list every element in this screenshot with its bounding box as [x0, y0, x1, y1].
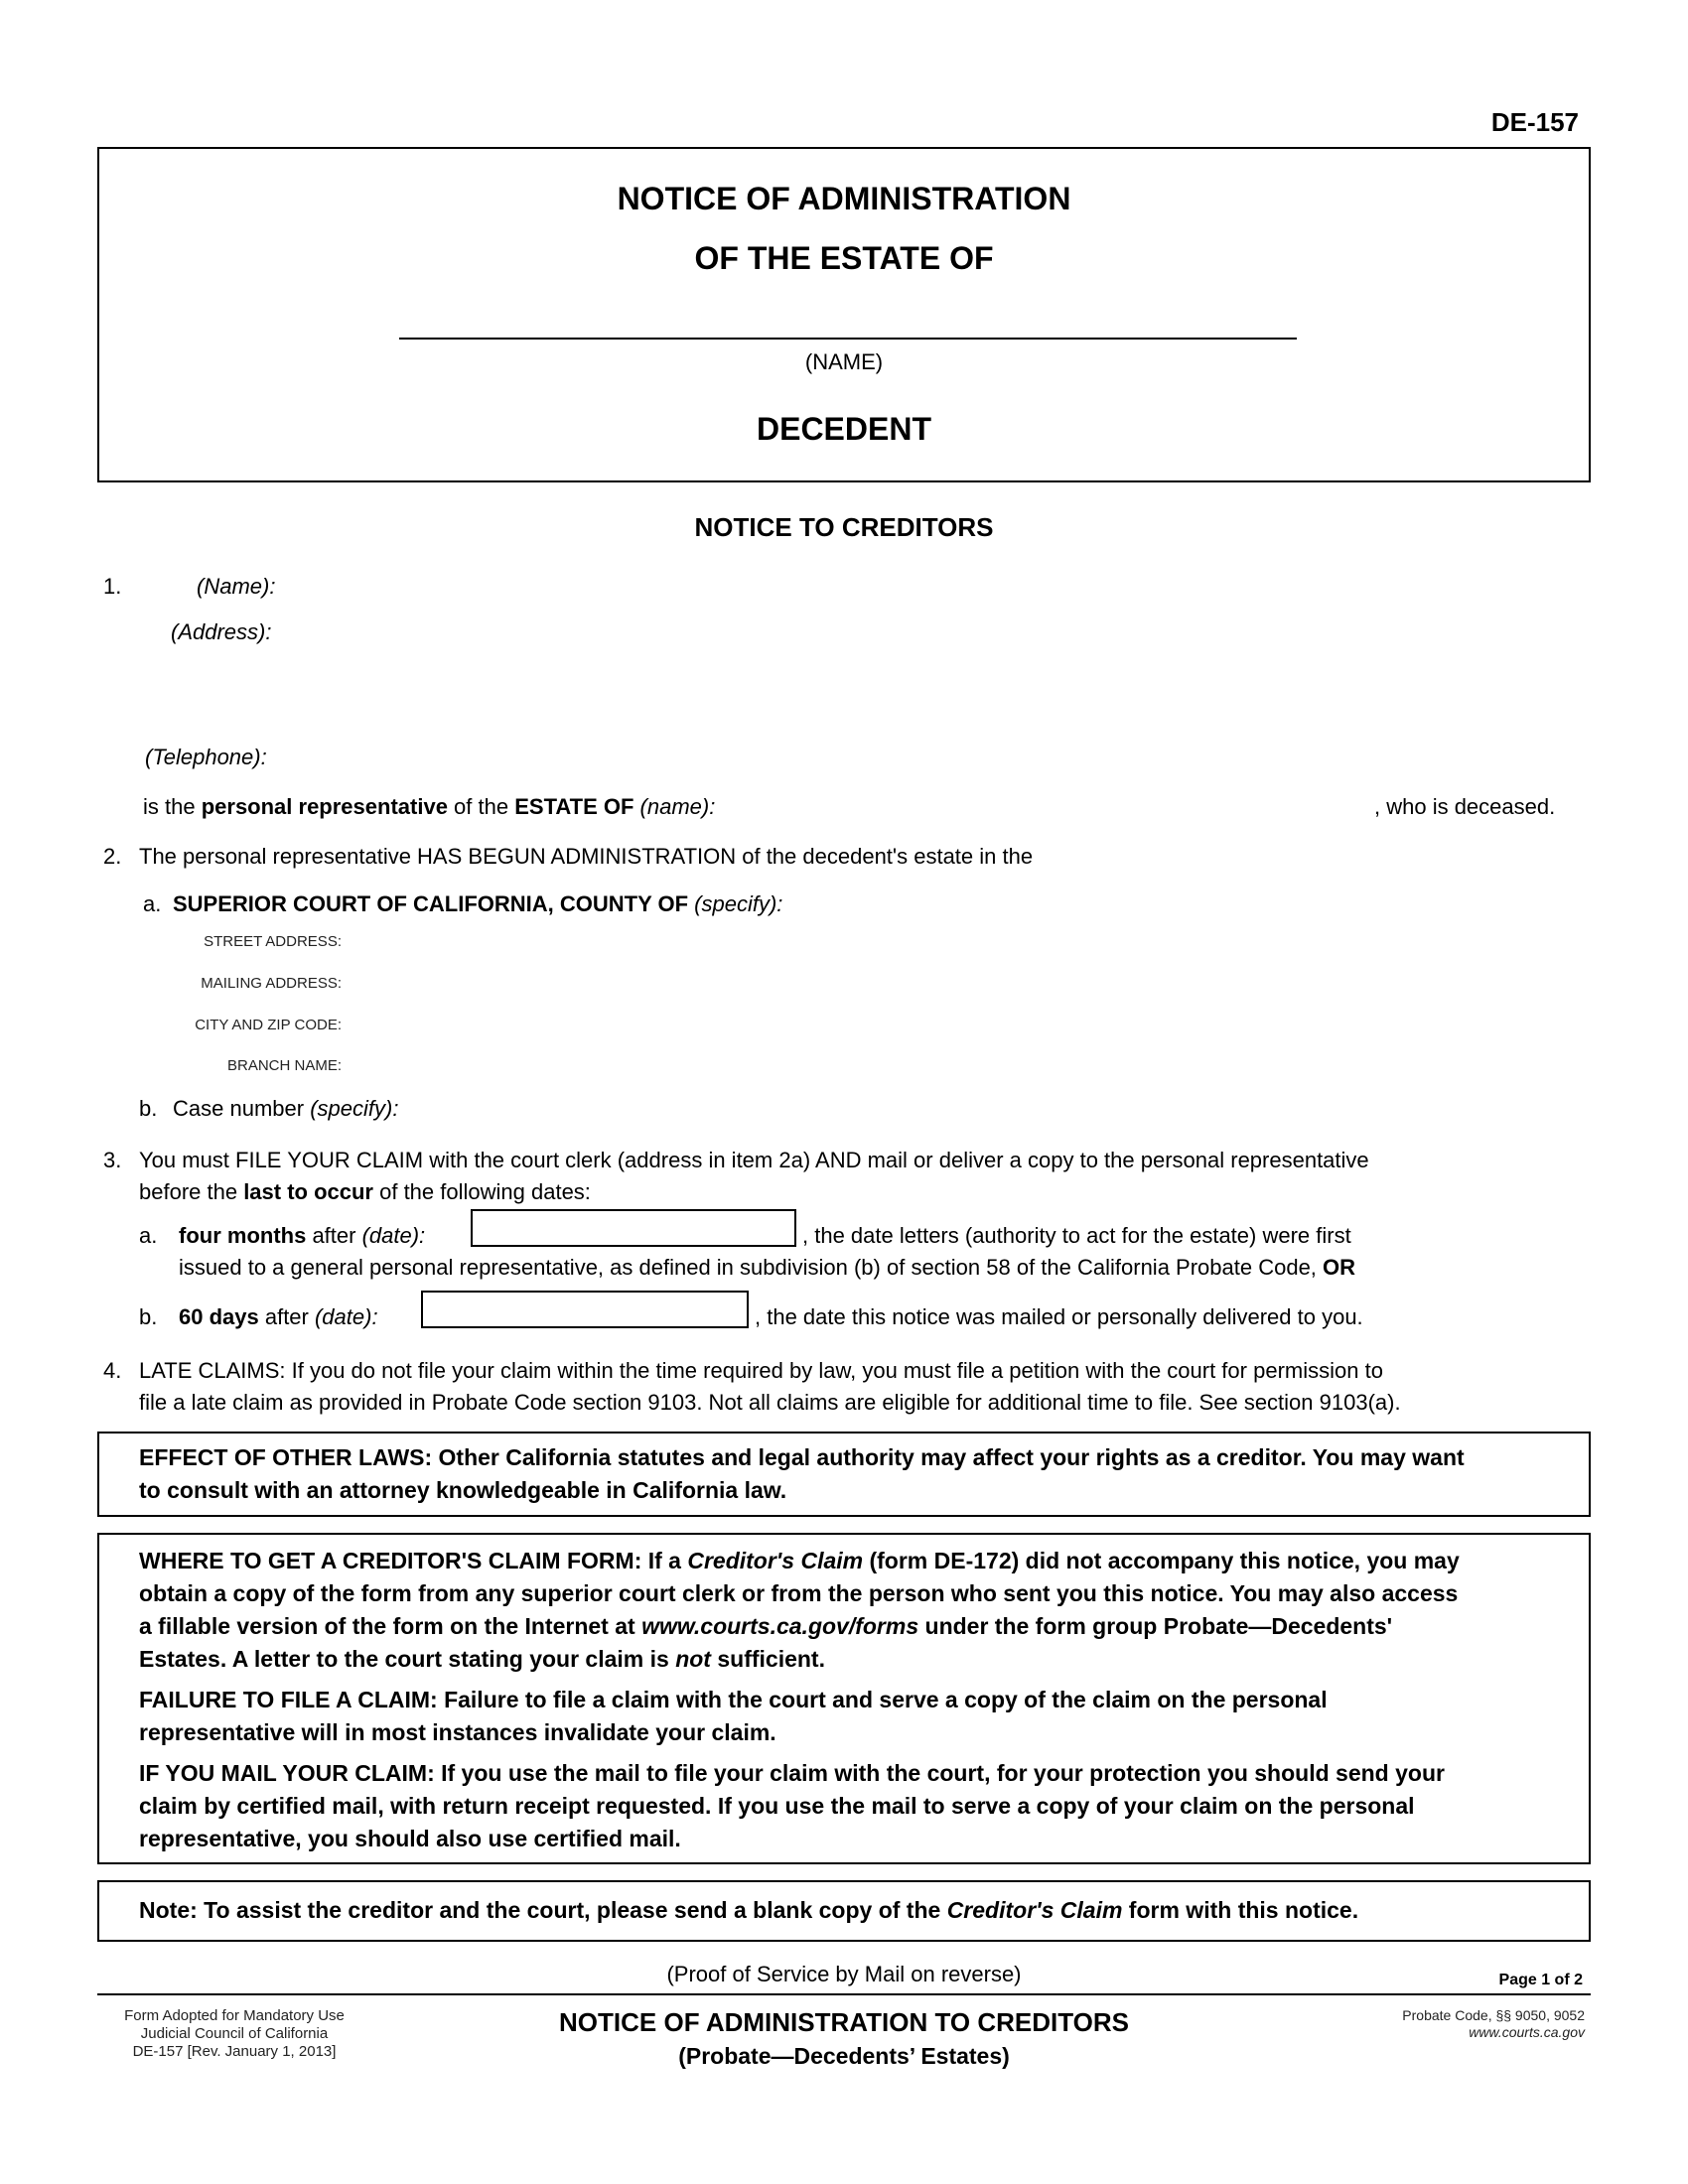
failure-line2: representative will in most instances invalidate your claim. — [139, 1719, 776, 1745]
branch-name-label: BRANCH NAME: — [226, 1057, 342, 1074]
item1-statement: is the personal representative of the ESTATE OF (name): — [143, 794, 716, 819]
forms-website-link[interactable]: www.courts.ca.gov/forms — [641, 1613, 919, 1639]
note-box — [97, 1880, 1591, 1942]
item4-line1: LATE CLAIMS: If you do not file your claim within the time required by law, you must file a petition with the court for permission to — [139, 1358, 1383, 1383]
decedent-name-line[interactable] — [399, 338, 1297, 340]
where-line3: a fillable version of the form on the Internet at www.courts.ca.gov/forms under the form group Probate—Decedents' — [139, 1613, 1393, 1639]
title-line-2: OF THE ESTATE OF — [694, 240, 994, 276]
decedent-label: DECEDENT — [756, 411, 931, 447]
title-line-1: NOTICE OF ADMINISTRATION — [617, 181, 1071, 216]
where-line2: obtain a copy of the form from any superior court clerk or from the person who sent you this notice. You may also access — [139, 1580, 1459, 1606]
sixty-days-date-field[interactable] — [421, 1291, 749, 1328]
footer-title: NOTICE OF ADMINISTRATION TO CREDITORS — [559, 2007, 1129, 2037]
item4-number: 4. — [103, 1358, 122, 1383]
item1-name-label: (Name): — [197, 574, 276, 599]
claim-info-box — [97, 1533, 1591, 1864]
item4-line2: file a late claim as provided in Probate Code section 9103. Not all claims are eligible for additional time to file. See section 9103(a). — [139, 1390, 1401, 1415]
item3a-label: four months after (date): — [179, 1223, 426, 1248]
name-caption: (NAME) — [804, 349, 884, 374]
page-number: Page 1 of 2 — [1498, 1972, 1583, 1988]
item1-telephone-label: (Telephone): — [145, 745, 267, 769]
item2a-court: SUPERIOR COURT OF CALIFORNIA, COUNTY OF (specify): — [173, 891, 783, 916]
note-text: Note: To assist the creditor and the court, please send a blank copy of the Creditor's Claim form with this notice. — [139, 1897, 1359, 1923]
failure-line1: FAILURE TO FILE A CLAIM: Failure to file a claim with the court and serve a copy of the claim on the personal — [139, 1687, 1328, 1712]
city-zip-label: CITY AND ZIP CODE: — [195, 1017, 342, 1033]
item3-line1: You must FILE YOUR CLAIM with the court clerk (address in item 2a) AND mail or deliver a copy to the personal representative — [139, 1148, 1369, 1172]
item3a-text: , the date letters (authority to act for the estate) were first — [802, 1223, 1351, 1248]
effect-line1: EFFECT OF OTHER LAWS: Other California statutes and legal authority may affect your rights as a creditor. You may want — [139, 1444, 1465, 1470]
probate-code-reference: Probate Code, §§ 9050, 9052 www.courts.ca.gov — [1402, 2007, 1585, 2040]
item2b-letter: b. — [139, 1096, 158, 1121]
form-number: DE-157 — [1490, 107, 1579, 137]
mailing-address-label: MAILING ADDRESS: — [201, 975, 342, 992]
item3-number: 3. — [103, 1148, 122, 1172]
where-line1: WHERE TO GET A CREDITOR'S CLAIM FORM: If a Creditor's Claim (form DE-172) did not accompany this notice, you may — [139, 1548, 1460, 1573]
item3a-letter: a. — [139, 1223, 158, 1248]
four-months-date-field[interactable] — [471, 1209, 796, 1247]
item3-line2: before the last to occur of the following dates: — [139, 1179, 591, 1204]
item1-number: 1. — [103, 574, 122, 599]
notice-title: NOTICE TO CREDITORS — [694, 512, 994, 542]
header-box — [97, 147, 1591, 482]
footer-rule — [97, 1993, 1591, 1995]
item1-deceased-text: , who is deceased. — [1374, 794, 1556, 819]
item3a-line2: issued to a general personal representative, as defined in subdivision (b) of section 58 of the California Probate Code, OR — [179, 1255, 1356, 1280]
proof-of-service-note: (Proof of Service by Mail on reverse) — [666, 1962, 1022, 1986]
form-adopted-info: Form Adopted for Mandatory Use Judicial Council of California DE-157 [Rev. January 1, 2013] — [124, 2007, 345, 2060]
effect-of-laws-box — [97, 1432, 1591, 1517]
item3b-text: , the date this notice was mailed or personally delivered to you. — [755, 1304, 1363, 1329]
mail-line1: IF YOU MAIL YOUR CLAIM: If you use the mail to file your claim with the court, for your protection you should send your — [139, 1760, 1445, 1786]
item3b-letter: b. — [139, 1304, 158, 1329]
courts-website-link[interactable]: www.courts.ca.gov — [1469, 2024, 1585, 2040]
item2a-letter: a. — [143, 891, 162, 916]
item2b-case-number: Case number (specify): — [173, 1096, 399, 1121]
where-line4: Estates. A letter to the court stating your claim is not sufficient. — [139, 1646, 825, 1672]
effect-line2: to consult with an attorney knowledgeable in California law. — [139, 1477, 787, 1503]
item3b-label: 60 days after (date): — [179, 1304, 378, 1329]
item1-address-label: (Address): — [171, 619, 272, 644]
footer-subtitle: (Probate—Decedents’ Estates) — [678, 2043, 1010, 2069]
street-address-label: STREET ADDRESS: — [204, 933, 342, 950]
item2-text: The personal representative HAS BEGUN ADMINISTRATION of the decedent's estate in the — [139, 844, 1034, 869]
mail-line2: claim by certified mail, with return receipt requested. If you use the mail to serve a copy of your claim on the personal — [139, 1793, 1415, 1819]
mail-line3: representative, you should also use certified mail. — [139, 1826, 681, 1851]
item2-number: 2. — [103, 844, 122, 869]
